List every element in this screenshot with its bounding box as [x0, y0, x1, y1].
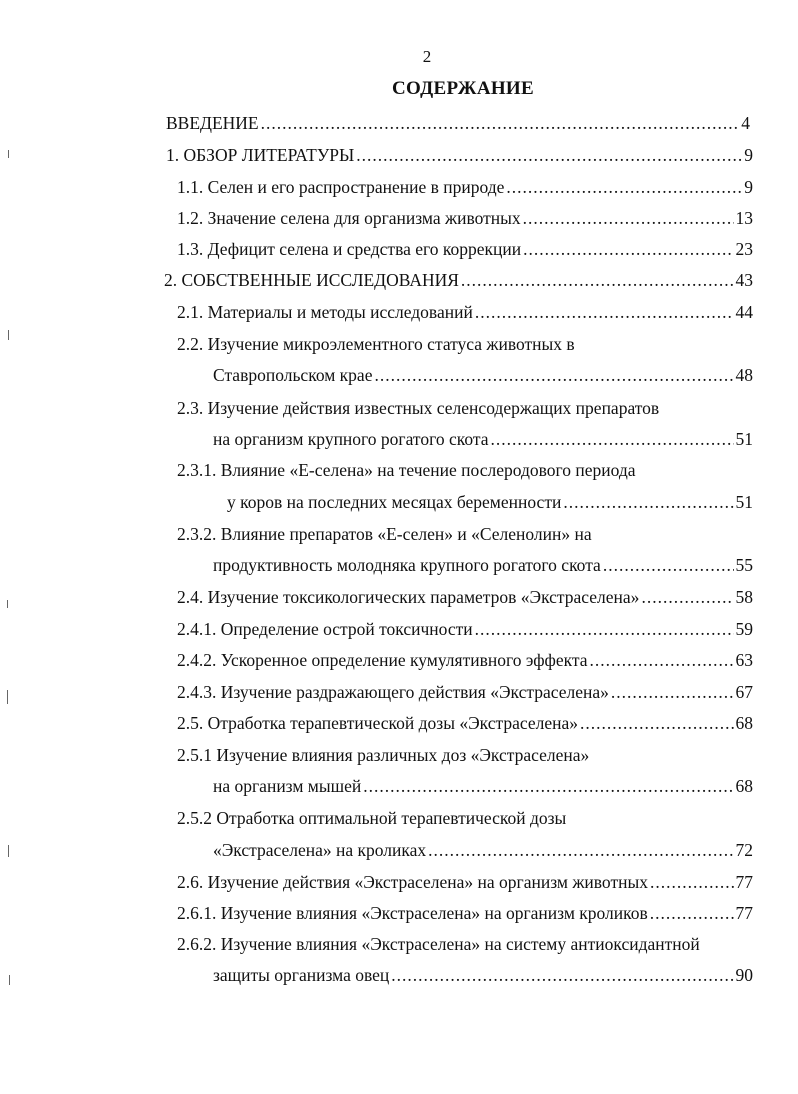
toc-entry-text: ВВЕДЕНИЕ [166, 113, 259, 133]
toc-entry-text: 1.1. Селен и его распространение в природе [177, 177, 505, 197]
toc-entry-section-1[interactable] [166, 143, 753, 167]
scan-artifact [7, 690, 8, 704]
toc-entry-2-4-3[interactable] [177, 680, 753, 704]
toc-leader-dots [475, 300, 734, 324]
toc-entry-2-1[interactable] [177, 300, 753, 324]
toc-entry-text: «Экстраселена» на кроликах [213, 840, 427, 860]
toc-leader-dots [563, 490, 733, 514]
toc-entry-2-4[interactable] [177, 585, 753, 609]
toc-entry-text: 2. СОБСТВЕННЫЕ ИССЛЕДОВАНИЯ [164, 270, 459, 290]
toc-page-number: 90 [735, 965, 753, 985]
toc-entry-2-3-line1: 2.3. Изучение действия известных селенсодержащих препаратов [177, 398, 660, 418]
toc-leader-dots [590, 648, 734, 672]
toc-entry-2-3-2-line1: 2.3.2. Влияние препаратов «Е-селен» и «Селенолин» на [177, 524, 592, 544]
toc-page-number: 55 [735, 555, 753, 575]
toc-leader-dots [374, 363, 733, 387]
toc-entry-text: 2.4.2. Ускоренное определение кумулятивного эффекта [177, 650, 588, 670]
toc-entry-2-5-1[interactable] [213, 774, 753, 798]
toc-entry-2-3[interactable] [213, 427, 753, 451]
toc-leader-dots [650, 901, 734, 925]
toc-page-number: 72 [735, 840, 753, 860]
toc-leader-dots [603, 553, 734, 577]
toc-entry-1-1[interactable] [177, 175, 753, 199]
toc-entry-text: 2.1. Материалы и методы исследований [177, 302, 473, 322]
scan-artifact [9, 975, 10, 985]
toc-page-number: 77 [735, 872, 753, 892]
toc-entry-2-4-2[interactable] [177, 648, 753, 672]
toc-leader-dots [428, 838, 733, 862]
toc-leader-dots [506, 175, 742, 199]
toc-entry-2-2-line1: 2.2. Изучение микроэлементного статуса животных в [177, 334, 575, 354]
toc-entry-text: продуктивность молодняка крупного рогатого скота [213, 555, 601, 575]
toc-entry-2-3-2[interactable] [213, 553, 753, 577]
toc-leader-dots [475, 617, 734, 641]
toc-entry-1-3[interactable] [177, 237, 753, 261]
toc-leader-dots [523, 237, 733, 261]
toc-page-number: 77 [735, 903, 753, 923]
toc-page-number: 9 [744, 145, 753, 165]
toc-entry-2-3-1-line1: 2.3.1. Влияние «Е-селена» на течение послеродового периода [177, 460, 636, 480]
toc-entry-2-2[interactable] [213, 363, 753, 387]
toc-entry-text: у коров на последних месяцах беременности [227, 492, 562, 512]
toc-entry-text: 2.4. Изучение токсикологических параметров «Экстраселена» [177, 587, 640, 607]
toc-entry-text: 2.6.1. Изучение влияния «Экстраселена» на организм кроликов [177, 903, 648, 923]
scan-artifact [8, 330, 9, 340]
toc-entry-text: 1.2. Значение селена для организма животных [177, 208, 521, 228]
toc-entry-2-6-2-line1: 2.6.2. Изучение влияния «Экстраселена» на систему антиоксидантной [177, 934, 700, 954]
toc-entry-2-6-2[interactable] [213, 963, 753, 987]
toc-entry-section-2[interactable] [164, 268, 753, 292]
toc-page-number: 58 [735, 587, 753, 607]
toc-page-number: 51 [735, 429, 753, 449]
toc-entry-text: 2.5. Отработка терапевтической дозы «Экстраселена» [177, 713, 578, 733]
toc-leader-dots [461, 268, 734, 292]
toc-entry-text: 2.4.3. Изучение раздражающего действия «Экстраселена» [177, 682, 609, 702]
toc-leader-dots [363, 774, 733, 798]
toc-page-number: 43 [735, 270, 753, 290]
toc-leader-dots [523, 206, 734, 230]
toc-entry-text: 2.4.1. Определение острой токсичности [177, 619, 473, 639]
toc-leader-dots [650, 870, 734, 894]
toc-page-number: 9 [744, 177, 753, 197]
toc-entry-2-5-1-line1: 2.5.1 Изучение влияния различных доз «Экстраселена» [177, 745, 590, 765]
toc-page-number: 23 [735, 239, 753, 259]
toc-leader-dots [611, 680, 734, 704]
scan-artifact [8, 150, 9, 158]
toc-entry-2-6-1[interactable] [177, 901, 753, 925]
toc-page-number: 13 [735, 208, 753, 228]
toc-entry-text: защиты организма овец [213, 965, 390, 985]
toc-page-number: 67 [735, 682, 753, 702]
toc-page-number: 44 [735, 302, 753, 322]
toc-entry-2-3-1[interactable] [227, 490, 753, 514]
toc-leader-dots [641, 585, 733, 609]
toc-entry-2-5-2[interactable] [213, 838, 753, 862]
toc-entry-2-5[interactable] [177, 711, 753, 735]
toc-leader-dots [580, 711, 734, 735]
toc-leader-dots [391, 963, 733, 987]
page-title: СОДЕРЖАНИЕ [392, 78, 534, 99]
toc-entry-2-6[interactable] [177, 870, 753, 894]
scan-artifact [8, 845, 9, 857]
page-number: 2 [422, 47, 432, 66]
toc-leader-dots [261, 111, 740, 135]
toc-page-number: 48 [735, 365, 753, 385]
toc-entry-text: 1.3. Дефицит селена и средства его коррекции [177, 239, 522, 259]
toc-page-number: 59 [735, 619, 753, 639]
toc-page-number: 68 [735, 713, 753, 733]
toc-entry-intro[interactable] [166, 111, 750, 135]
toc-entry-text: на организм крупного рогатого скота [213, 429, 489, 449]
toc-page-number: 63 [735, 650, 753, 670]
toc-page-number: 68 [735, 776, 753, 796]
toc-entry-text: на организм мышей [213, 776, 362, 796]
toc-leader-dots [490, 427, 733, 451]
toc-entry-text: 1. ОБЗОР ЛИТЕРАТУРЫ [166, 145, 355, 165]
toc-page-number: 4 [741, 113, 750, 133]
scan-artifact [7, 600, 8, 608]
toc-leader-dots [356, 143, 742, 167]
toc-entry-text: 2.6. Изучение действия «Экстраселена» на организм животных [177, 872, 648, 892]
toc-entry-text: Ставропольском крае [213, 365, 373, 385]
toc-entry-2-4-1[interactable] [177, 617, 753, 641]
toc-page-number: 51 [735, 492, 753, 512]
toc-entry-1-2[interactable] [177, 206, 753, 230]
toc-entry-2-5-2-line1: 2.5.2 Отработка оптимальной терапевтической дозы [177, 808, 567, 828]
